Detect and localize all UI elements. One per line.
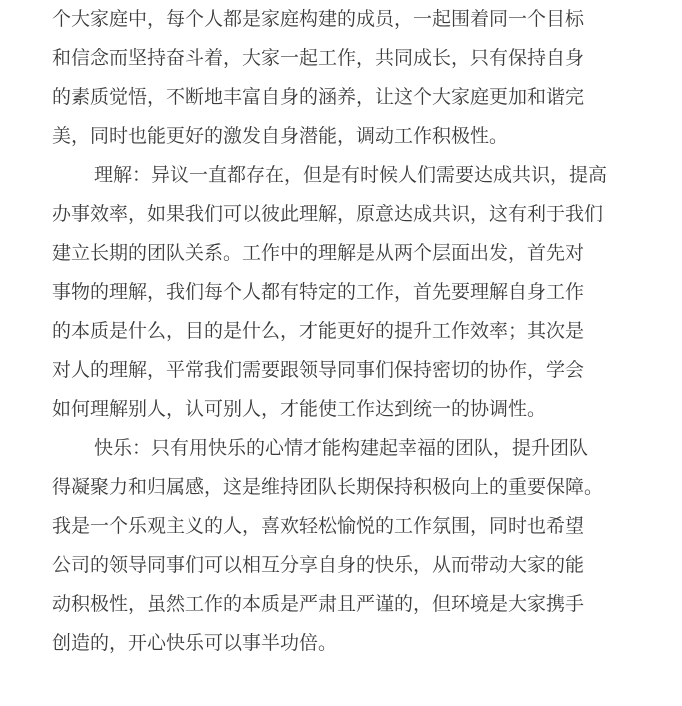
text-line: 美，同时也能更好的激发自身潜能，调动工作积极性。 [52, 125, 509, 147]
paragraph-first-line: 理解：异议一直都存在，但是有时候人们需要达成共识，提高 [94, 164, 608, 186]
text-line: 事物的理解，我们每个人都有特定的工作，首先要理解自身工作 [52, 281, 585, 303]
text-line: 创造的，开心快乐可以事半功倍。 [52, 632, 338, 654]
text-line: 如何理解别人，认可别人，才能使工作达到统一的协调性。 [52, 398, 547, 420]
text-line: 得凝聚力和归属感，这是维持团队长期保持积极向上的重要保障。 [52, 476, 604, 498]
text-line: 的素质觉悟，不断地丰富自身的涵养，让这个大家庭更加和谐完 [52, 86, 585, 108]
text-line: 的本质是什么，目的是什么，才能更好的提升工作效率；其次是 [52, 320, 585, 342]
text-line: 个大家庭中，每个人都是家庭构建的成员，一起围着同一个目标 [52, 8, 585, 30]
text-line: 建立长期的团队关系。工作中的理解是从两个层面出发，首先对 [52, 242, 585, 264]
text-line: 动积极性，虽然工作的本质是严肃且严谨的，但环境是大家携手 [52, 593, 585, 615]
text-line: 对人的理解，平常我们需要跟领导同事们保持密切的协作，学会 [52, 359, 585, 381]
paragraph-first-line: 快乐：只有用快乐的心情才能构建起幸福的团队，提升团队 [94, 437, 589, 459]
text-line: 公司的领导同事们可以相互分享自身的快乐，从而带动大家的能 [52, 554, 585, 576]
text-line: 和信念而坚持奋斗着，大家一起工作，共同成长，只有保持自身 [52, 47, 585, 69]
text-line: 我是一个乐观主义的人，喜欢轻松愉悦的工作氛围，同时也希望 [52, 515, 585, 537]
text-line: 办事效率，如果我们可以彼此理解，原意达成共识，这有利于我们 [52, 203, 604, 225]
